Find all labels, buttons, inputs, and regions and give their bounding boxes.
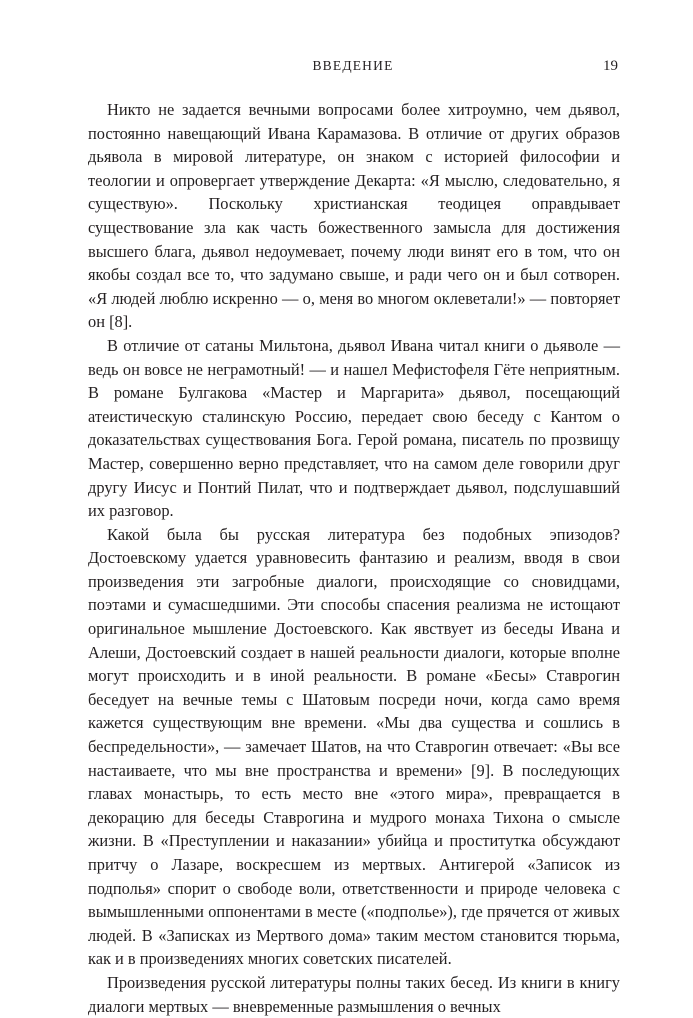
body-text [88, 98, 620, 1018]
running-title: ВВЕДЕНИЕ [312, 58, 394, 73]
paragraph: Произведения русской литературы полны таких бесед. Из книги в книгу диалоги мертвых — вневременные размышления о вечных [88, 972, 620, 1016]
paragraph: В отличие от сатаны Мильтона, дьявол Ивана читал книги о дьяволе — ведь он вовсе не неграмотный! — и нашел Мефистофеля Гёте неприятным. В романе Булгакова «Мастер и Маргарита» дьявол, посещающий атеистическую сталинскую Россию, передает свою беседу с Кантом о доказательствах существования Бога. Герой романа, писатель по прозвищу Мастер, совершенно верно представляет, что на самом деле говорили друг другу Иисус и Понтий Пилат, что и подтверждает дьявол, подслушавший их разговор. [88, 335, 620, 521]
running-head [88, 58, 618, 78]
page-number: 19 [603, 58, 618, 74]
paragraph: Какой была бы русская литература без подобных эпизодов? Достоевскому удается уравновесить фантазию и реализм, вводя в свои произведения эти загробные диалоги, происходящие со сновидцами, поэтами и сумасшедшими. Эти способы спасения реализма не истощают оригинальное мышление Достоевского. Как явствует из беседы Ивана и Алеши, Достоевский создает в нашей реальности диалоги, которые вполне могут происходить и в иной реальности. В романе «Бесы» Ставрогин беседует на вечные темы с Шатовым посреди ночи, когда само время кажется существующим вне времени. «Мы два существа и сошлись в беспредельности», — замечает Шатов, на что Ставрогин отвечает: «Вы все настаиваете, что мы вне пространства и времени» [9]. В последующих главах монастырь, то есть место вне «этого мира», превращается в декорацию для беседы Ставрогина и мудрого монаха Тихона о смысле жизни. В «Преступлении и наказании» убийца и проститутка обсуждают притчу о Лазаре, воскресшем из мертвых. Антигерой «Записок из подполья» спорит о свободе воли, ответственности и природе человека с вымышленными оппонентами в месте («подполье»), где прячется от живых людей. В «Записках из Мертвого дома» таким местом становится тюрьма, как и в произведениях многих советских писателей. [88, 524, 620, 969]
paragraph: Никто не задается вечными вопросами более хитроумно, чем дьявол, постоянно навещающий Ивана Карамазова. В отличие от других образов дьявола в мировой литературе, он знаком с историей философии и теологии и опровергает утверждение Декарта: «Я мыслю, следовательно, я существую». Поскольку христианская теодицея оправдывает существование зла как часть божественного замысла для достижения высшего блага, дьявол недоумевает, почему люди винят его в том, что он якобы создал все то, что задумано свыше, и ради чего он и был сотворен. «Я людей люблю искренно — о, меня во многом оклеветали!» — повторяет он [8]. [88, 100, 620, 332]
